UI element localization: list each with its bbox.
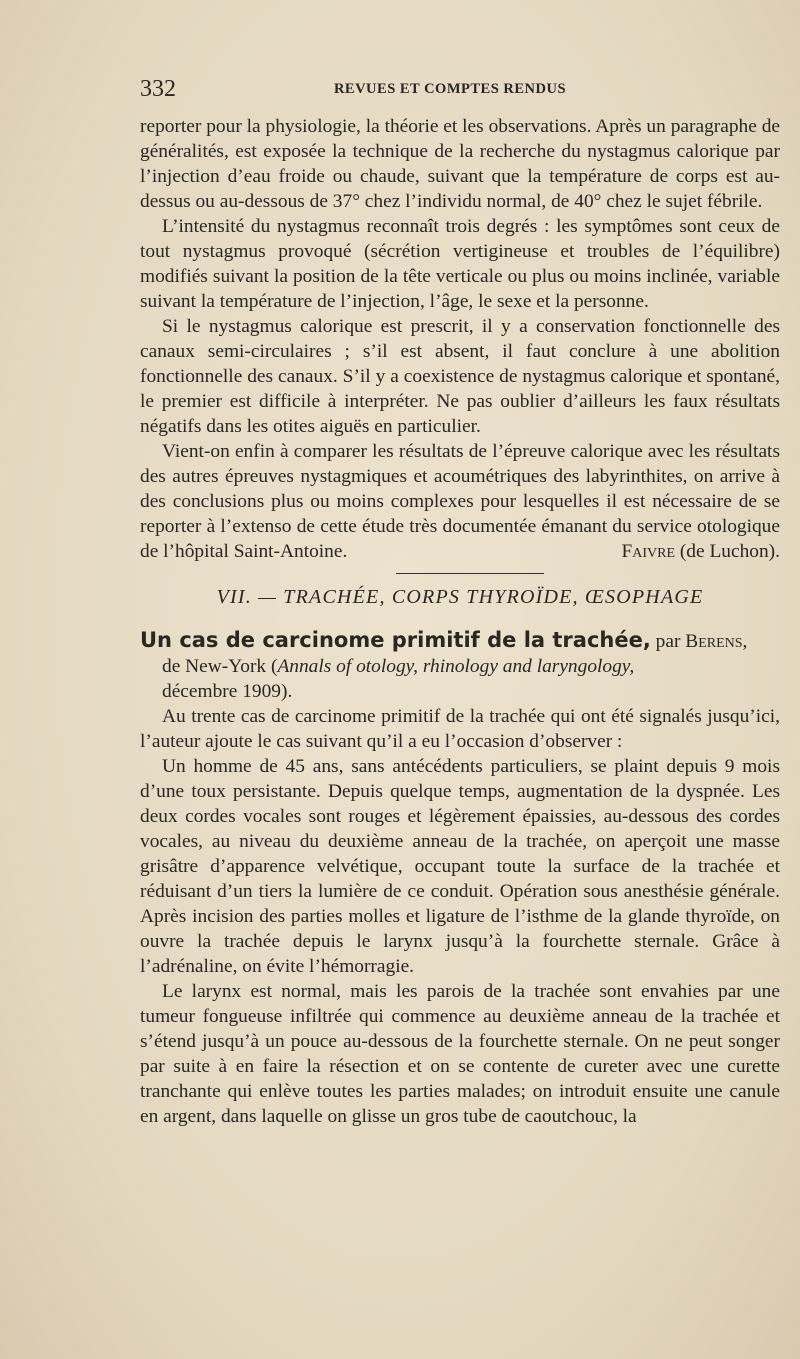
reference-date: décembre 1909). [162,681,293,702]
signature-author: Faivre [621,541,675,562]
paragraph: Si le nystagmus calorique est prescrit, il y a conservation fonctionnelle des canaux semi-circulaires ; s’il est absent, il faut conclure à une abolition fonctionnelle des canaux. S’il y a coexistence de nystagmus calorique et spontané, le premier est difficile à interpréter. Ne pas oublier d’ailleurs les faux résultats négatifs dans les otites aiguës en particulier. [140,316,780,437]
article-author: Berens, [685,631,748,652]
article-title: Un cas de carcinome primitif de la trachée, [140,628,651,652]
running-title: REVUES ET COMPTES RENDUS [333,81,567,97]
paragraph: L’intensité du nystagmus reconnaît trois degrés : les symptômes sont ceux de tout nystagmus provoqué (sécrétion vertigineuse et troubles de l’équilibre) modifiés suivant la position de la tête verticale ou plus ou moins inclinée, variable suivant la température de l’injection, l’âge, le sexe et la personne. [140,216,780,312]
reference-prefix: de New-York ( [162,656,278,677]
paragraph: Le larynx est normal, mais les parois de la trachée sont envahies par une tumeur fongueuse infiltrée qui commence au deuxième anneau de la trachée et s’étend jusqu’à un pouce au-dessous de la fourchette sternale. On ne peut songer par suite à en faire la résection et on se contente de cureter avec une curette tranchante qui enlève toutes les parties malades; on introduit ensuite une canule en argent, dans laquelle on glisse un gros tube de caoutchouc, la [140,981,780,1127]
page-number: 332 [140,76,176,102]
page-header [140,76,760,104]
article-reference [140,654,780,679]
signature-place: (de Luchon). [675,541,780,562]
section-title: VII. — TRACHÉE, CORPS THYROÏDE, ŒSOPHAGE [216,586,704,608]
section-divider [396,573,544,574]
article-heading [140,628,780,654]
article-by: par [650,631,686,652]
paragraph: Au trente cas de carcinome primitif de la trachée qui ont été signalés jusqu’ici, l’auteur ajoute le cas suivant qu’il a eu l’occasion d’observer : [140,706,780,752]
paragraph: reporter pour la physiologie, la théorie et les observations. Après un paragraphe de généralités, est exposée la technique de la recherche du nystagmus calorique par l’injection d’eau froide ou chaude, suivant que la température de corps est au-dessus ou au-dessous de 37° chez l’individu normal, de 40° chez le sujet fébrile. [140,116,780,212]
paragraph: Vient-on enfin à comparer les résultats de l’épreuve calorique avec les résultats des autres épreuves nystagmiques et acoumétriques des labyrinthites, on arrive à des conclusions plus ou moins complexes pour lesquelles il est nécessaire de se reporter à l’extenso de cette étude très documentée émanant du service otologique de l’hôpital Saint-Antoine. [140,441,780,562]
journal-name: Annals of otology, rhinology and laryngology, [277,656,635,677]
body-text [140,114,780,1129]
paragraph: Un homme de 45 ans, sans antécédents particuliers, se plaint depuis 9 mois d’une toux persistante. Depuis quelque temps, augmentation de la dyspnée. Les deux cordes vocales sont rouges et légèrement épaissies, au-dessous des cordes vocales, au niveau du deuxième anneau de la trachée, on aperçoit une masse grisâtre d’apparence velvétique, occupant toute la surface de la trachée et réduisant d’un tiers la lumière de ce conduit. Opération sous anesthésie générale. Après incision des parties molles et ligature de l’isthme de la glande thyroïde, on ouvre la trachée depuis le larynx jusqu’à la fourchette sternale. Grâce à l’adrénaline, on évite l’hémorragie. [140,756,780,977]
